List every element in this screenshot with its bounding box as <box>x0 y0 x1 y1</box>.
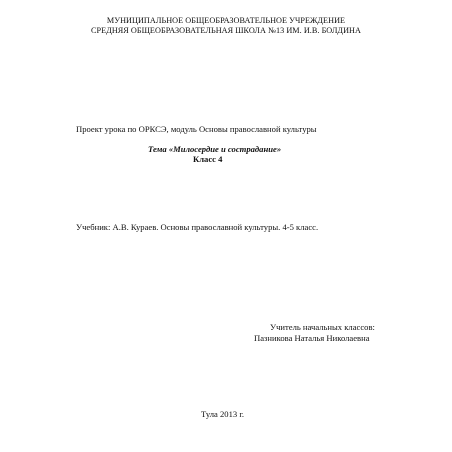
textbook-info: Учебник: А.В. Кураев. Основы православной культуры. 4-5 класс. <box>76 222 319 232</box>
teacher-role: Учитель начальных классов: <box>270 322 375 332</box>
grade-label: Класс 4 <box>193 154 223 164</box>
place-and-year: Тула 2013 г. <box>201 409 245 419</box>
teacher-name: Пазникова Наталья Николаевна <box>254 333 370 343</box>
project-description: Проект урока по ОРКСЭ, модуль Основы православной культуры <box>76 124 317 134</box>
school-name-line-1: МУНИЦИПАЛЬНОЕ ОБЩЕОБРАЗОВАТЕЛЬНОЕ УЧРЕЖДЕНИЕ <box>106 16 346 25</box>
school-name-line-2: СРЕДНЯЯ ОБЩЕОБРАЗОВАТЕЛЬНАЯ ШКОЛА №13 ИМ. И.В. БОЛДИНА <box>91 26 361 35</box>
lesson-topic: Тема «Милосердие и сострадание» <box>148 144 282 154</box>
